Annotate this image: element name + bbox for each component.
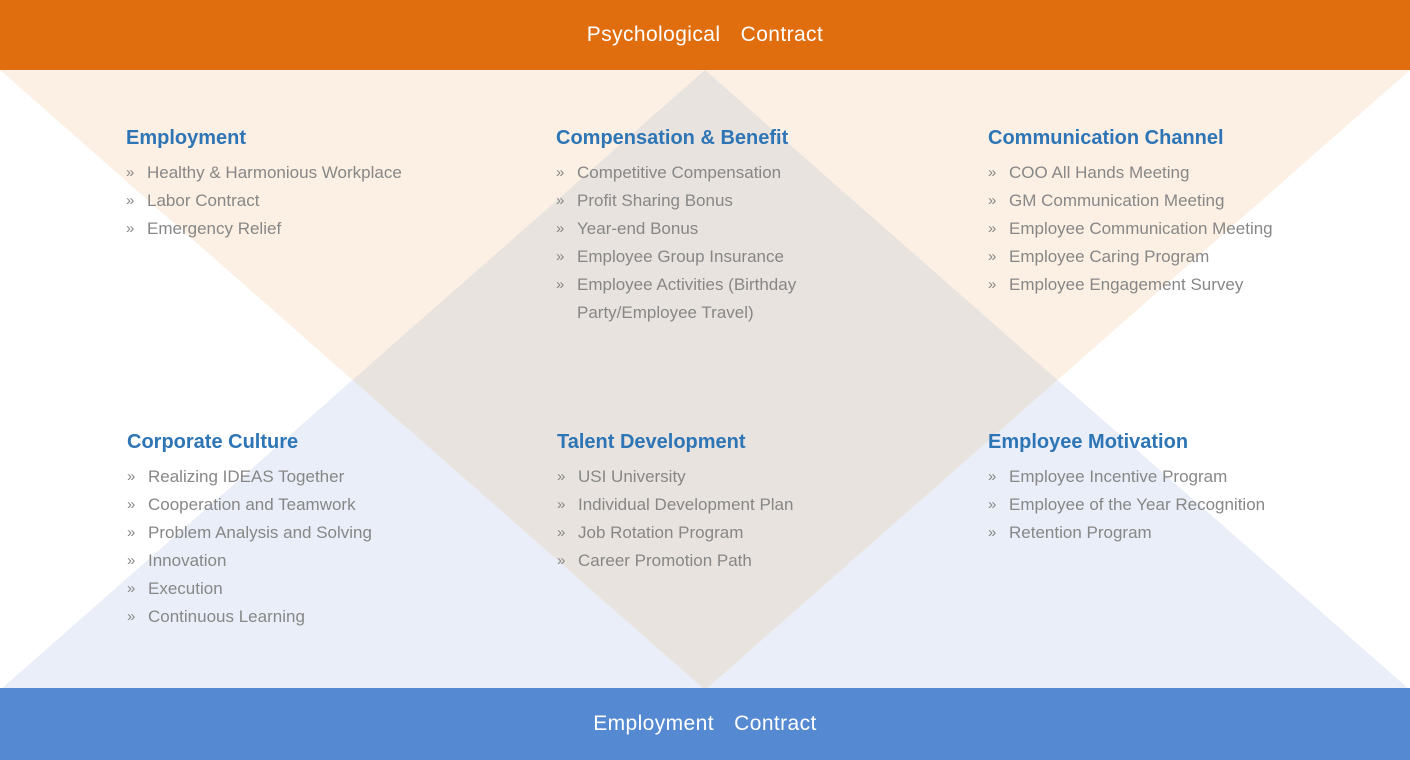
list-item-text: Individual Development Plan xyxy=(578,495,794,514)
list-item-text: Retention Program xyxy=(1009,523,1152,542)
list-item-text: Employee of the Year Recognition xyxy=(1009,495,1266,514)
double-chevron-bullet-icon: » xyxy=(557,496,566,513)
list-item xyxy=(127,575,457,603)
section-title: Compensation & Benefit xyxy=(556,127,789,149)
double-chevron-bullet-icon: » xyxy=(556,220,565,237)
double-chevron-bullet-icon: » xyxy=(127,552,136,569)
list-item-text: GM Communication Meeting xyxy=(1009,191,1225,210)
double-chevron-bullet-icon: » xyxy=(988,524,997,541)
double-chevron-bullet-icon: » xyxy=(556,248,565,265)
double-chevron-bullet-icon: » xyxy=(988,248,997,265)
list-item-text: Profit Sharing Bonus xyxy=(577,191,733,210)
list-item xyxy=(556,243,856,271)
list-item-text: Continuous Learning xyxy=(148,607,305,626)
list-item xyxy=(988,187,1328,215)
top-banner xyxy=(0,0,1410,70)
double-chevron-bullet-icon: » xyxy=(127,496,136,513)
double-chevron-bullet-icon: » xyxy=(557,524,566,541)
section-title: Employment xyxy=(126,127,247,149)
section-items xyxy=(988,463,1318,547)
list-item xyxy=(557,519,887,547)
section-communication-channel xyxy=(988,125,1328,299)
double-chevron-bullet-icon: » xyxy=(556,276,565,293)
list-item xyxy=(988,491,1318,519)
double-chevron-bullet-icon: » xyxy=(557,552,566,569)
list-item-text: Problem Analysis and Solving xyxy=(148,523,372,542)
list-item xyxy=(126,215,456,243)
double-chevron-bullet-icon: » xyxy=(557,468,566,485)
section-title: Communication Channel xyxy=(988,127,1224,149)
double-chevron-bullet-icon: » xyxy=(988,468,997,485)
double-chevron-bullet-icon: » xyxy=(126,220,135,237)
section-items xyxy=(126,159,456,243)
list-item xyxy=(988,159,1328,187)
double-chevron-bullet-icon: » xyxy=(988,220,997,237)
list-item xyxy=(556,159,856,187)
section-corporate-culture xyxy=(127,429,457,631)
double-chevron-bullet-icon: » xyxy=(127,468,136,485)
list-item-text: Year-end Bonus xyxy=(577,219,699,238)
section-items xyxy=(127,463,457,631)
list-item-text: Employee Incentive Program xyxy=(1009,467,1228,486)
double-chevron-bullet-icon: » xyxy=(556,164,565,181)
list-item xyxy=(127,547,457,575)
section-talent-development xyxy=(557,429,887,575)
section-compensation-benefit xyxy=(556,125,856,327)
double-chevron-bullet-icon: » xyxy=(556,192,565,209)
list-item-text: Cooperation and Teamwork xyxy=(148,495,356,514)
double-chevron-bullet-icon: » xyxy=(127,608,136,625)
section-items xyxy=(988,159,1328,299)
section-employment xyxy=(126,125,456,243)
list-item xyxy=(556,187,856,215)
list-item-text: Employee Caring Program xyxy=(1009,247,1210,266)
list-item-text: Competitive Compensation xyxy=(577,163,782,182)
list-item-text: Innovation xyxy=(148,551,227,570)
list-item xyxy=(127,491,457,519)
double-chevron-bullet-icon: » xyxy=(127,580,136,597)
bottom-banner-title: Employment Contract xyxy=(593,712,817,735)
section-title: Talent Development xyxy=(557,431,746,453)
list-item-text: Execution xyxy=(148,579,223,598)
double-chevron-bullet-icon: » xyxy=(988,164,997,181)
list-item xyxy=(988,271,1328,299)
list-item xyxy=(126,159,456,187)
section-title: Employee Motivation xyxy=(988,431,1189,453)
list-item xyxy=(557,463,887,491)
top-banner-title: Psychological Contract xyxy=(586,23,824,46)
list-item xyxy=(988,463,1318,491)
section-employee-motivation xyxy=(988,429,1318,547)
list-item-text: Emergency Relief xyxy=(147,219,282,238)
list-item-text: Realizing IDEAS Together xyxy=(148,467,345,486)
double-chevron-bullet-icon: » xyxy=(988,192,997,209)
list-item xyxy=(557,491,887,519)
list-item xyxy=(557,547,887,575)
list-item-text: Employee Engagement Survey xyxy=(1009,275,1244,294)
double-chevron-bullet-icon: » xyxy=(988,496,997,513)
list-item xyxy=(988,215,1328,243)
list-item xyxy=(127,519,457,547)
section-items xyxy=(556,159,856,327)
list-item-text: USI University xyxy=(578,467,686,486)
list-item-text: Labor Contract xyxy=(147,191,260,210)
list-item xyxy=(988,243,1328,271)
double-chevron-bullet-icon: » xyxy=(126,164,135,181)
list-item xyxy=(556,271,856,327)
section-items xyxy=(557,463,887,575)
bottom-banner xyxy=(0,688,1410,760)
list-item-text: Job Rotation Program xyxy=(578,523,744,542)
double-chevron-bullet-icon: » xyxy=(988,276,997,293)
list-item-text: COO All Hands Meeting xyxy=(1009,163,1190,182)
list-item-text: Employee Group Insurance xyxy=(577,247,784,266)
list-item-text: Employee Communication Meeting xyxy=(1009,219,1273,238)
list-item xyxy=(556,215,856,243)
section-title: Corporate Culture xyxy=(127,431,299,453)
list-item-text: Career Promotion Path xyxy=(578,551,752,570)
list-item xyxy=(126,187,456,215)
list-item-text: Employee Activities (Birthday Party/Employee Travel) xyxy=(577,275,797,322)
list-item-text: Healthy & Harmonious Workplace xyxy=(147,163,402,182)
list-item xyxy=(988,519,1318,547)
list-item xyxy=(127,603,457,631)
double-chevron-bullet-icon: » xyxy=(127,524,136,541)
double-chevron-bullet-icon: » xyxy=(126,192,135,209)
list-item xyxy=(127,463,457,491)
